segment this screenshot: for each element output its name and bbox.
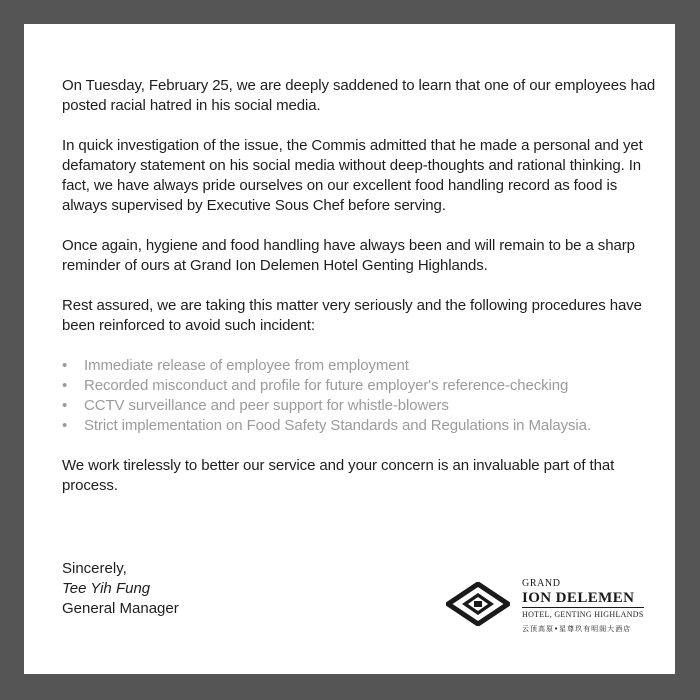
paragraph-investigation: In quick investigation of the issue, the Commis admitted that he made a personal and yet defamatory statement on his social media without deep-thoughts and rational thinking. In fact, we have always pride ourselves on our excellent food handling record as food is always supervised by Executive Sous Chef before serving. <box>62 137 643 214</box>
procedures-list <box>62 356 662 436</box>
hotel-logo <box>446 576 656 646</box>
letter-page <box>24 24 675 674</box>
logo-brand: ION DELEMEN <box>522 590 635 606</box>
signatory-name: Tee Yih Fung <box>62 580 151 597</box>
diamond-logo-icon <box>446 582 510 626</box>
list-item: • Recorded misconduct and profile for future employer's reference-checking <box>62 376 662 396</box>
logo-grand: GRAND <box>522 578 561 589</box>
paragraph-procedures-intro: Rest assured, we are taking this matter very seriously and the following procedures have been reinforced to avoid such incident: <box>62 297 642 334</box>
paragraph-closing: We work tirelessly to better our service and your concern is an invaluable part of that process. <box>62 457 615 494</box>
letter-body <box>62 76 662 516</box>
logo-subtitle: HOTEL, GENTING HIGHLANDS <box>522 607 644 620</box>
list-item: • CCTV surveillance and peer support for whistle-blowers <box>62 396 662 416</box>
list-item: • Strict implementation on Food Safety Standards and Regulations in Malaysia. <box>62 416 662 436</box>
list-item: • Immediate release of employee from employment <box>62 356 662 376</box>
signoff-block <box>62 559 179 619</box>
paragraph-hygiene: Once again, hygiene and food handling have always been and will remain to be a sharp reminder of ours at Grand Ion Delemen Hotel Genting Highlands. <box>62 237 635 274</box>
salutation: Sincerely, <box>62 560 127 577</box>
logo-chinese-name: 云顶高原•星尊玖有明阁大酒店 <box>522 625 632 633</box>
signatory-title: General Manager <box>62 600 179 617</box>
hotel-wordmark <box>522 579 644 620</box>
paragraph-incident: On Tuesday, February 25, we are deeply saddened to learn that one of our employees had posted racial hatred in his social media. <box>62 77 656 114</box>
